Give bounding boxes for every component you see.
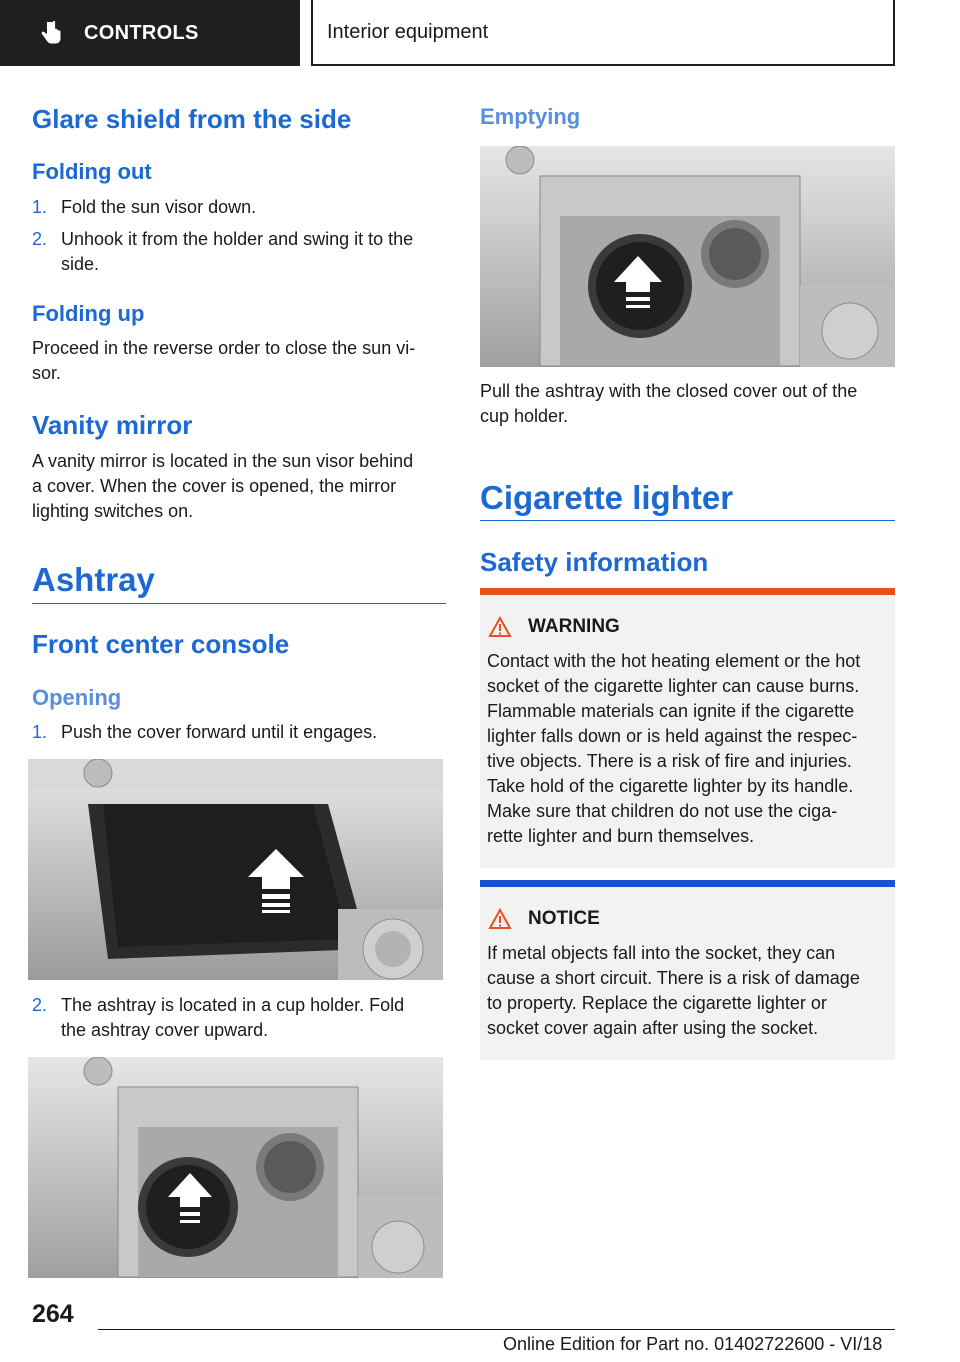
warning-text: Take hold of the cigarette lighter by its handle.: [487, 776, 854, 796]
folding-up-heading: Folding up: [32, 301, 145, 326]
hand-pointer-icon: [38, 20, 64, 46]
warning-text: tive objects. There is a risk of fire and injuries.: [487, 751, 852, 771]
notice-text: to property. Replace the cigarette lighter or: [487, 993, 827, 1013]
glare-shield-heading: Glare shield from the side: [32, 104, 352, 134]
footer-edition: Online Edition for Part no. 01402722600 - VI/18: [503, 1334, 883, 1354]
warning-triangle-icon: [488, 616, 512, 638]
warning-text: socket of the cigarette lighter can cause burns.: [487, 676, 860, 696]
folding-up-text: sor.: [32, 363, 62, 383]
warning-label: WARNING: [528, 616, 620, 637]
chapter-label: Interior equipment: [327, 20, 489, 43]
emptying-text: cup holder.: [480, 406, 569, 426]
vanity-text: a cover. When the cover is opened, the mirror: [32, 476, 397, 496]
folding-out-heading: Folding out: [32, 159, 152, 184]
vanity-mirror-heading: Vanity mirror: [32, 410, 193, 440]
section-tab: [0, 0, 300, 66]
warning-box: [480, 588, 895, 868]
notice-triangle-icon: [488, 908, 512, 930]
emptying-text: Pull the ashtray with the closed cover out of the: [480, 381, 858, 401]
heading-rule: [480, 520, 895, 521]
section-label: CONTROLS: [84, 21, 199, 44]
vanity-text: lighting switches on.: [32, 501, 194, 521]
front-console-heading: Front center console: [32, 629, 290, 659]
page-number: 264: [32, 1300, 74, 1328]
safety-information-heading: Safety information: [480, 547, 709, 577]
warning-text: Contact with the hot heating element or the hot: [487, 651, 861, 671]
notice-label: NOTICE: [528, 908, 600, 929]
warning-title: [488, 616, 620, 638]
step-number: 1.: [32, 197, 48, 217]
notice-text: If metal objects fall into the socket, they can: [487, 943, 836, 963]
notice-text: cause a short circuit. There is a risk of damage: [487, 968, 860, 988]
step-text: the ashtray cover upward.: [61, 1020, 269, 1040]
ashtray-heading: Ashtray: [32, 561, 155, 598]
step-number: 2.: [32, 995, 48, 1015]
vanity-text: A vanity mirror is located in the sun visor behind: [32, 451, 414, 471]
step-text: Fold the sun visor down.: [61, 197, 257, 217]
step-number: 2.: [32, 229, 48, 249]
notice-bar: [480, 880, 895, 887]
step-text: Push the cover forward until it engages.: [61, 722, 378, 742]
warning-bar: [480, 588, 895, 595]
warning-text: lighter falls down or is held against the respec‐: [487, 726, 858, 746]
ashtray-cupholder-photo: [28, 1057, 443, 1278]
heading-rule: [32, 603, 446, 604]
warning-text: Make sure that children do not use the ciga‐: [487, 801, 838, 821]
chapter-tab: [311, 0, 895, 66]
page-header: [0, 0, 960, 66]
emptying-heading: Emptying: [480, 104, 581, 129]
opening-heading: Opening: [32, 685, 122, 710]
cigarette-lighter-heading: Cigarette lighter: [480, 479, 734, 516]
step-text: The ashtray is located in a cup holder. Fold: [61, 995, 405, 1015]
step-text: Unhook it from the holder and swing it to the: [61, 229, 414, 249]
folding-up-text: Proceed in the reverse order to close the sun vi‐: [32, 338, 416, 358]
notice-text: socket cover again after using the socket.: [487, 1018, 819, 1038]
footer-rule: [98, 1329, 895, 1330]
warning-text: rette lighter and burn themselves.: [487, 826, 755, 846]
step-number: 1.: [32, 722, 48, 742]
console-cover-photo: [28, 759, 443, 980]
step-text: side.: [61, 254, 100, 274]
warning-text: Flammable materials can ignite if the cigarette: [487, 701, 855, 721]
notice-box: [480, 880, 895, 1060]
notice-title: [488, 908, 600, 930]
emptying-ashtray-photo: [480, 146, 895, 367]
